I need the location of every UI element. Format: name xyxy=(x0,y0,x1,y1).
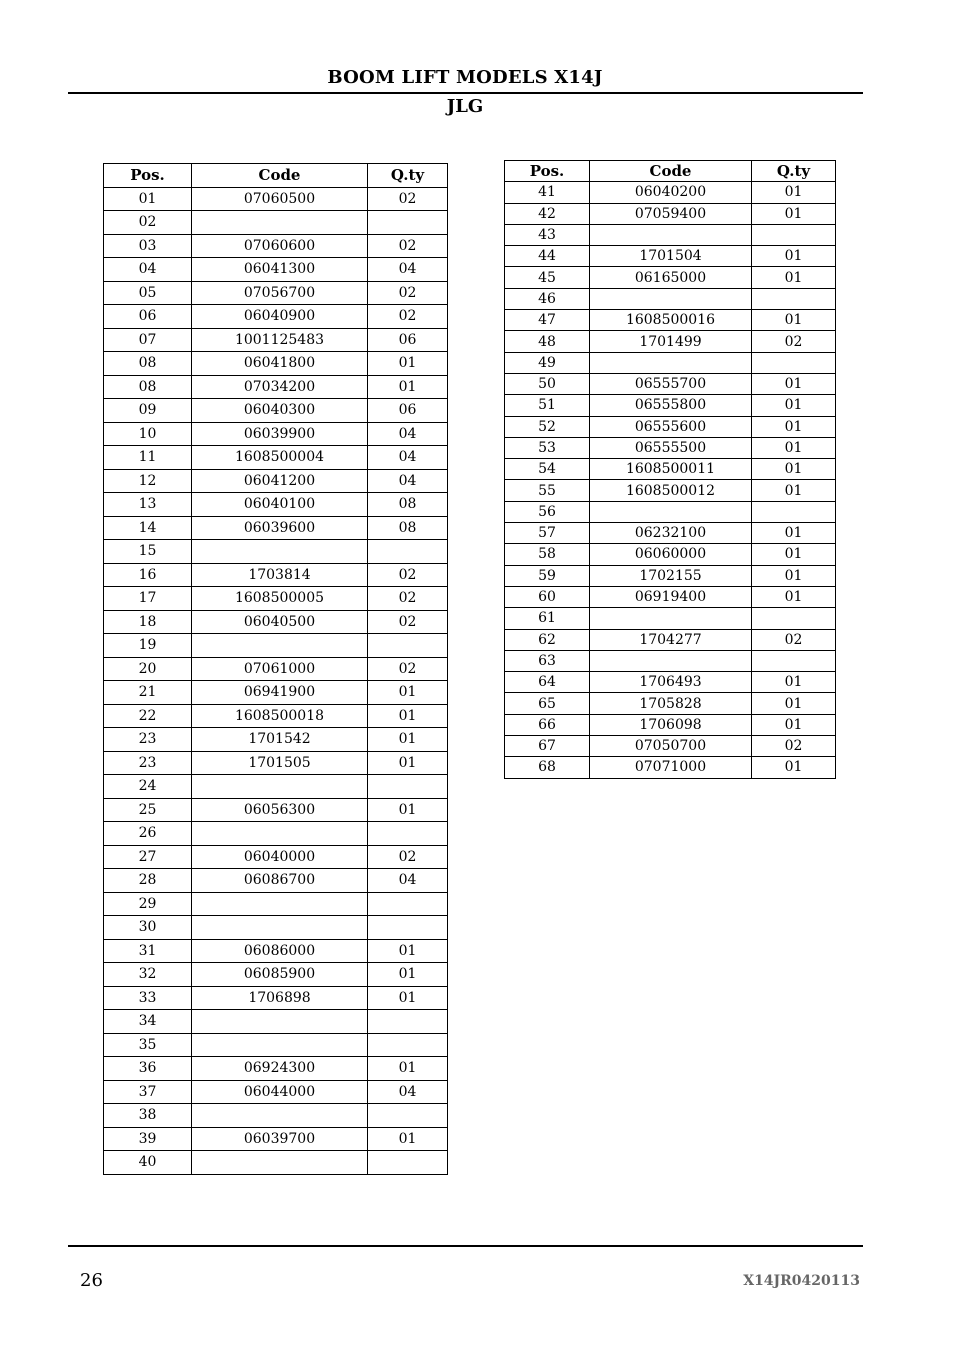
cell-code: 1701499 xyxy=(590,331,752,352)
cell-qty: 02 xyxy=(368,657,448,681)
table-row xyxy=(505,565,836,586)
cell-pos: 16 xyxy=(104,563,192,587)
column-header-pos: Pos. xyxy=(104,164,192,188)
cell-pos: 37 xyxy=(104,1080,192,1104)
cell-pos: 60 xyxy=(505,586,590,607)
cell-qty: 01 xyxy=(368,798,448,822)
cell-pos: 44 xyxy=(505,246,590,267)
cell-code xyxy=(590,288,752,309)
cell-qty: 01 xyxy=(368,704,448,728)
cell-code xyxy=(590,224,752,245)
cell-pos: 11 xyxy=(104,446,192,470)
cell-pos: 38 xyxy=(104,1104,192,1128)
table-row xyxy=(104,798,448,822)
cell-code: 1608500012 xyxy=(590,480,752,501)
cell-qty: 01 xyxy=(752,714,836,735)
cell-pos: 30 xyxy=(104,916,192,940)
cell-pos: 02 xyxy=(104,211,192,235)
table-row xyxy=(505,714,836,735)
cell-pos: 40 xyxy=(104,1151,192,1175)
cell-qty: 01 xyxy=(368,681,448,705)
cell-pos: 65 xyxy=(505,693,590,714)
cell-qty: 01 xyxy=(752,437,836,458)
table-header-row xyxy=(505,161,836,182)
cell-pos: 33 xyxy=(104,986,192,1010)
table-row xyxy=(104,328,448,352)
cell-code: 07059400 xyxy=(590,203,752,224)
cell-code: 06040300 xyxy=(192,399,368,423)
cell-code: 06039700 xyxy=(192,1127,368,1151)
cell-qty: 01 xyxy=(752,672,836,693)
cell-code: 1608500011 xyxy=(590,459,752,480)
cell-qty xyxy=(368,1151,448,1175)
cell-code: 06924300 xyxy=(192,1057,368,1081)
cell-pos: 64 xyxy=(505,672,590,693)
table-row xyxy=(104,211,448,235)
cell-code: 06044000 xyxy=(192,1080,368,1104)
table-row xyxy=(505,629,836,650)
table-row xyxy=(104,493,448,517)
cell-qty: 04 xyxy=(368,258,448,282)
table-row xyxy=(505,416,836,437)
table-row xyxy=(104,822,448,846)
cell-code: 07061000 xyxy=(192,657,368,681)
table-row xyxy=(104,281,448,305)
cell-qty: 02 xyxy=(368,610,448,634)
cell-pos: 23 xyxy=(104,751,192,775)
cell-pos: 29 xyxy=(104,892,192,916)
cell-pos: 32 xyxy=(104,963,192,987)
cell-qty: 01 xyxy=(368,751,448,775)
cell-pos: 58 xyxy=(505,544,590,565)
table-row xyxy=(505,672,836,693)
cell-code xyxy=(192,540,368,564)
cell-code xyxy=(590,650,752,671)
table-row xyxy=(104,469,448,493)
table-row xyxy=(104,1104,448,1128)
cell-code xyxy=(192,1151,368,1175)
cell-qty: 08 xyxy=(368,493,448,517)
table-row xyxy=(104,963,448,987)
cell-code: 06085900 xyxy=(192,963,368,987)
cell-qty xyxy=(368,1010,448,1034)
cell-pos: 45 xyxy=(505,267,590,288)
cell-pos: 36 xyxy=(104,1057,192,1081)
cell-pos: 39 xyxy=(104,1127,192,1151)
cell-pos: 20 xyxy=(104,657,192,681)
cell-code: 06040000 xyxy=(192,845,368,869)
cell-code: 06041200 xyxy=(192,469,368,493)
table-row xyxy=(505,331,836,352)
table-row xyxy=(104,516,448,540)
table-row xyxy=(505,395,836,416)
cell-code: 1608500018 xyxy=(192,704,368,728)
cell-qty: 02 xyxy=(368,587,448,611)
table-row xyxy=(505,480,836,501)
cell-code: 1701504 xyxy=(590,246,752,267)
table-row xyxy=(104,728,448,752)
cell-code: 06040200 xyxy=(590,182,752,203)
cell-pos: 57 xyxy=(505,523,590,544)
table-row xyxy=(104,234,448,258)
cell-qty: 01 xyxy=(368,1127,448,1151)
cell-qty xyxy=(752,650,836,671)
cell-code: 06060000 xyxy=(590,544,752,565)
cell-code: 1706098 xyxy=(590,714,752,735)
table-row xyxy=(104,375,448,399)
cell-code: 06555600 xyxy=(590,416,752,437)
cell-qty: 01 xyxy=(368,375,448,399)
header-rule xyxy=(68,92,863,94)
cell-qty: 01 xyxy=(752,267,836,288)
cell-code xyxy=(192,1033,368,1057)
table-row xyxy=(104,258,448,282)
table-row xyxy=(505,246,836,267)
table-row xyxy=(104,704,448,728)
brand-name: JLG xyxy=(446,96,484,117)
cell-qty: 01 xyxy=(368,963,448,987)
cell-qty: 01 xyxy=(368,986,448,1010)
cell-pos: 50 xyxy=(505,373,590,394)
table-row xyxy=(505,224,836,245)
cell-code: 06555800 xyxy=(590,395,752,416)
cell-pos: 42 xyxy=(505,203,590,224)
cell-pos: 15 xyxy=(104,540,192,564)
table-row xyxy=(104,187,448,211)
cell-code: 06919400 xyxy=(590,586,752,607)
table-row xyxy=(505,693,836,714)
cell-qty: 01 xyxy=(752,459,836,480)
table-row xyxy=(505,373,836,394)
cell-code: 06041800 xyxy=(192,352,368,376)
cell-qty: 02 xyxy=(752,331,836,352)
cell-pos: 51 xyxy=(505,395,590,416)
page-number: 26 xyxy=(80,1270,103,1291)
cell-pos: 68 xyxy=(505,757,590,778)
cell-code: 06555500 xyxy=(590,437,752,458)
cell-code: 1703814 xyxy=(192,563,368,587)
cell-pos: 06 xyxy=(104,305,192,329)
cell-code: 06555700 xyxy=(590,373,752,394)
cell-qty: 01 xyxy=(368,728,448,752)
cell-pos: 27 xyxy=(104,845,192,869)
cell-qty: 04 xyxy=(368,422,448,446)
cell-qty: 01 xyxy=(752,182,836,203)
cell-code: 06039600 xyxy=(192,516,368,540)
cell-code: 1704277 xyxy=(590,629,752,650)
cell-pos: 59 xyxy=(505,565,590,586)
cell-qty: 01 xyxy=(752,544,836,565)
cell-code: 06086000 xyxy=(192,939,368,963)
cell-code: 07034200 xyxy=(192,375,368,399)
cell-qty xyxy=(368,211,448,235)
cell-pos: 54 xyxy=(505,459,590,480)
cell-pos: 05 xyxy=(104,281,192,305)
cell-qty: 01 xyxy=(752,523,836,544)
table-row xyxy=(104,1080,448,1104)
cell-qty: 01 xyxy=(752,480,836,501)
cell-code: 07071000 xyxy=(590,757,752,778)
column-header-pos: Pos. xyxy=(505,161,590,182)
cell-qty: 01 xyxy=(752,203,836,224)
cell-pos: 62 xyxy=(505,629,590,650)
cell-qty: 02 xyxy=(368,281,448,305)
cell-code xyxy=(192,1104,368,1128)
cell-code: 06941900 xyxy=(192,681,368,705)
cell-pos: 13 xyxy=(104,493,192,517)
column-header-code: Code xyxy=(192,164,368,188)
cell-code: 1706898 xyxy=(192,986,368,1010)
cell-qty: 02 xyxy=(368,305,448,329)
cell-pos: 04 xyxy=(104,258,192,282)
cell-pos: 07 xyxy=(104,328,192,352)
table-row xyxy=(505,650,836,671)
cell-code: 1702155 xyxy=(590,565,752,586)
table-row xyxy=(104,587,448,611)
cell-pos: 67 xyxy=(505,736,590,757)
cell-qty: 02 xyxy=(368,234,448,258)
cell-qty: 02 xyxy=(368,845,448,869)
cell-qty xyxy=(752,288,836,309)
cell-pos: 18 xyxy=(104,610,192,634)
column-header-code: Code xyxy=(590,161,752,182)
cell-code xyxy=(192,916,368,940)
cell-pos: 34 xyxy=(104,1010,192,1034)
cell-qty: 02 xyxy=(752,736,836,757)
cell-pos: 12 xyxy=(104,469,192,493)
table-row xyxy=(104,610,448,634)
table-row xyxy=(104,986,448,1010)
cell-code: 06041300 xyxy=(192,258,368,282)
cell-code: 1701542 xyxy=(192,728,368,752)
cell-pos: 17 xyxy=(104,587,192,611)
cell-pos: 21 xyxy=(104,681,192,705)
cell-pos: 66 xyxy=(505,714,590,735)
cell-qty xyxy=(368,892,448,916)
cell-code xyxy=(192,822,368,846)
cell-code: 1608500004 xyxy=(192,446,368,470)
cell-pos: 55 xyxy=(505,480,590,501)
cell-code xyxy=(192,892,368,916)
cell-pos: 19 xyxy=(104,634,192,658)
cell-pos: 61 xyxy=(505,608,590,629)
cell-code: 1701505 xyxy=(192,751,368,775)
page-title: BOOM LIFT MODELS X14J xyxy=(327,67,603,88)
document-code: X14JR0420113 xyxy=(743,1273,860,1289)
cell-qty xyxy=(752,224,836,245)
cell-pos: 47 xyxy=(505,310,590,331)
cell-pos: 48 xyxy=(505,331,590,352)
cell-qty: 02 xyxy=(752,629,836,650)
cell-pos: 08 xyxy=(104,352,192,376)
cell-qty: 01 xyxy=(752,565,836,586)
table-row xyxy=(104,1057,448,1081)
cell-pos: 09 xyxy=(104,399,192,423)
cell-qty: 01 xyxy=(752,693,836,714)
table-row xyxy=(104,775,448,799)
cell-code xyxy=(590,352,752,373)
cell-qty xyxy=(368,1104,448,1128)
table-row xyxy=(505,203,836,224)
cell-pos: 23 xyxy=(104,728,192,752)
table-row xyxy=(505,459,836,480)
cell-code xyxy=(192,1010,368,1034)
cell-code: 06056300 xyxy=(192,798,368,822)
cell-qty xyxy=(368,916,448,940)
cell-code xyxy=(192,211,368,235)
table-row xyxy=(505,523,836,544)
table-row xyxy=(104,681,448,705)
table-row xyxy=(104,845,448,869)
cell-code: 1705828 xyxy=(590,693,752,714)
cell-code: 06165000 xyxy=(590,267,752,288)
table-row xyxy=(104,563,448,587)
cell-qty: 01 xyxy=(752,246,836,267)
cell-qty: 01 xyxy=(752,310,836,331)
cell-pos: 35 xyxy=(104,1033,192,1057)
cell-pos: 56 xyxy=(505,501,590,522)
cell-qty xyxy=(752,608,836,629)
table-row xyxy=(505,288,836,309)
cell-pos: 08 xyxy=(104,375,192,399)
cell-qty xyxy=(752,501,836,522)
table-row xyxy=(104,446,448,470)
table-row xyxy=(104,305,448,329)
table-row xyxy=(104,352,448,376)
table-row xyxy=(505,267,836,288)
cell-code: 07050700 xyxy=(590,736,752,757)
cell-pos: 03 xyxy=(104,234,192,258)
cell-code: 1608500016 xyxy=(590,310,752,331)
cell-qty: 01 xyxy=(368,1057,448,1081)
table-row xyxy=(505,352,836,373)
cell-qty: 01 xyxy=(752,373,836,394)
cell-qty: 06 xyxy=(368,399,448,423)
cell-pos: 31 xyxy=(104,939,192,963)
table-row xyxy=(104,916,448,940)
cell-pos: 49 xyxy=(505,352,590,373)
parts-table-left xyxy=(103,163,448,1175)
cell-pos: 14 xyxy=(104,516,192,540)
table-row xyxy=(505,501,836,522)
cell-qty: 01 xyxy=(752,395,836,416)
cell-pos: 52 xyxy=(505,416,590,437)
cell-pos: 46 xyxy=(505,288,590,309)
cell-pos: 28 xyxy=(104,869,192,893)
cell-code: 06039900 xyxy=(192,422,368,446)
table-row xyxy=(505,736,836,757)
cell-qty: 04 xyxy=(368,446,448,470)
cell-pos: 41 xyxy=(505,182,590,203)
table-row xyxy=(104,1127,448,1151)
cell-qty xyxy=(752,352,836,373)
table-header-row xyxy=(104,164,448,188)
cell-qty: 02 xyxy=(368,563,448,587)
cell-qty: 01 xyxy=(368,939,448,963)
cell-qty: 04 xyxy=(368,469,448,493)
cell-pos: 24 xyxy=(104,775,192,799)
footer-rule xyxy=(68,1245,863,1247)
cell-code: 06040900 xyxy=(192,305,368,329)
cell-code: 1001125483 xyxy=(192,328,368,352)
cell-qty: 04 xyxy=(368,1080,448,1104)
table-row xyxy=(104,1151,448,1175)
table-row xyxy=(104,1033,448,1057)
table-row xyxy=(104,869,448,893)
cell-code xyxy=(590,608,752,629)
table-row xyxy=(104,657,448,681)
table-row xyxy=(505,586,836,607)
cell-code xyxy=(590,501,752,522)
table-row xyxy=(104,751,448,775)
cell-qty: 02 xyxy=(368,187,448,211)
cell-qty: 01 xyxy=(752,416,836,437)
cell-code: 07056700 xyxy=(192,281,368,305)
column-header-qty: Q.ty xyxy=(752,161,836,182)
cell-pos: 26 xyxy=(104,822,192,846)
cell-code: 1608500005 xyxy=(192,587,368,611)
cell-code: 06232100 xyxy=(590,523,752,544)
cell-qty: 06 xyxy=(368,328,448,352)
cell-code: 06040500 xyxy=(192,610,368,634)
cell-qty xyxy=(368,775,448,799)
cell-pos: 10 xyxy=(104,422,192,446)
cell-pos: 43 xyxy=(505,224,590,245)
cell-code: 07060500 xyxy=(192,187,368,211)
table-row xyxy=(505,310,836,331)
table-row xyxy=(505,182,836,203)
table-row xyxy=(505,544,836,565)
cell-qty: 04 xyxy=(368,869,448,893)
cell-qty: 01 xyxy=(752,757,836,778)
column-header-qty: Q.ty xyxy=(368,164,448,188)
cell-code xyxy=(192,634,368,658)
table-row xyxy=(104,939,448,963)
cell-qty: 01 xyxy=(368,352,448,376)
cell-code: 06040100 xyxy=(192,493,368,517)
table-row xyxy=(104,422,448,446)
cell-code: 07060600 xyxy=(192,234,368,258)
cell-qty: 01 xyxy=(752,586,836,607)
table-row xyxy=(104,540,448,564)
table-row xyxy=(505,608,836,629)
cell-qty xyxy=(368,1033,448,1057)
cell-qty xyxy=(368,634,448,658)
table-row xyxy=(104,1010,448,1034)
table-row xyxy=(104,892,448,916)
table-row xyxy=(505,757,836,778)
cell-pos: 22 xyxy=(104,704,192,728)
cell-pos: 25 xyxy=(104,798,192,822)
table-row xyxy=(104,399,448,423)
cell-pos: 01 xyxy=(104,187,192,211)
cell-code xyxy=(192,775,368,799)
cell-pos: 53 xyxy=(505,437,590,458)
cell-qty xyxy=(368,822,448,846)
cell-qty xyxy=(368,540,448,564)
cell-pos: 63 xyxy=(505,650,590,671)
cell-qty: 08 xyxy=(368,516,448,540)
parts-table-right xyxy=(504,160,836,779)
cell-code: 1706493 xyxy=(590,672,752,693)
cell-code: 06086700 xyxy=(192,869,368,893)
table-row xyxy=(104,634,448,658)
table-row xyxy=(505,437,836,458)
